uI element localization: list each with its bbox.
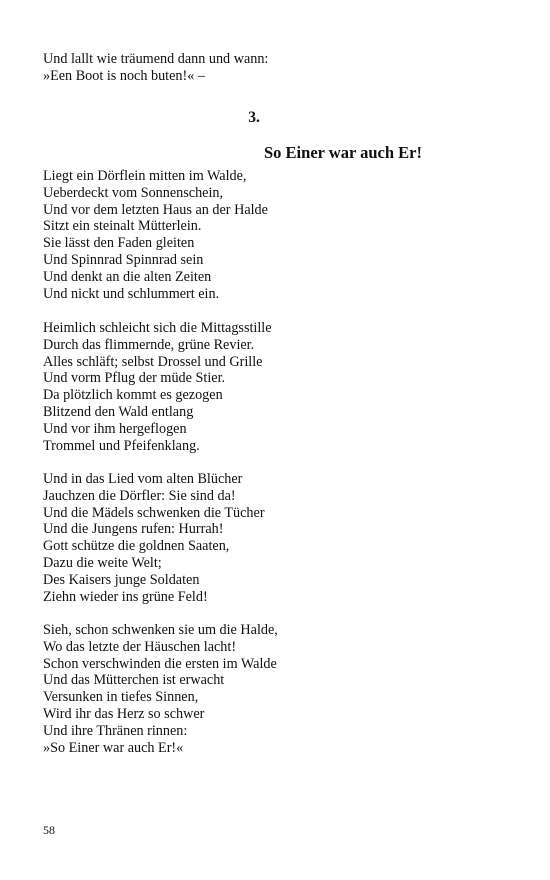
verse-line: Und vor dem letzten Haus an der Halde <box>43 201 268 218</box>
verse-line: »Een Boot is noch buten!« – <box>43 67 205 84</box>
verse-line: Und lallt wie träumend dann und wann: <box>43 51 269 67</box>
verse-line: Und Spinnrad Spinnrad sein <box>43 251 204 268</box>
verse-line: Und die Mädels schwenken die Tücher <box>43 504 265 521</box>
verse-line: Und die Jungens rufen: Hurrah! <box>43 521 224 538</box>
verse-line: Ueberdeckt vom Sonnenschein, <box>43 184 224 201</box>
page-number: 58 <box>43 823 55 837</box>
stanza-3 <box>43 471 513 605</box>
verse-line: Jauchzen die Dörfler: Sie sind da! <box>43 487 236 504</box>
verse-line: Alles schläft; selbst Drossel und Grille <box>43 353 263 370</box>
poem-title: So Einer war auch Er! <box>264 143 422 162</box>
verse-line: Heimlich schleicht sich die Mittagsstille <box>43 320 272 336</box>
verse-line: Und vorm Pflug der müde Stier. <box>43 370 226 387</box>
verse-line: Und denkt an die alten Zeiten <box>43 268 212 285</box>
stanza-1 <box>43 168 513 302</box>
verse-line: Durch das flimmernde, grüne Revier. <box>43 336 255 353</box>
verse-line: Gott schütze die goldnen Saaten, <box>43 538 230 555</box>
verse-line: Wo das letzte der Häuschen lacht! <box>43 638 237 655</box>
section-number: 3. <box>248 109 260 126</box>
verse-line: Sie lässt den Faden gleiten <box>43 235 195 252</box>
verse-line: Sitzt ein steinalt Mütterlein. <box>43 218 202 235</box>
verse-line: Und in das Lied vom alten Blücher <box>43 471 243 487</box>
intro-lines <box>43 51 513 85</box>
verse-line: Sieh, schon schwenken sie um die Halde, <box>43 622 278 638</box>
verse-line: Und das Mütterchen ist erwacht <box>43 672 225 689</box>
verse-line: Liegt ein Dörflein mitten im Walde, <box>43 168 247 184</box>
verse-line: Des Kaisers junge Soldaten <box>43 571 200 588</box>
verse-line: »So Einer war auch Er!« <box>43 739 184 756</box>
verse-line: Blitzend den Wald entlang <box>43 403 194 420</box>
verse-line: Und ihre Thränen rinnen: <box>43 722 188 739</box>
stanza-4 <box>43 622 513 756</box>
verse-line: Trommel und Pfeifenklang. <box>43 437 200 454</box>
verse-line: Und nickt und schlummert ein. <box>43 285 220 302</box>
verse-line: Dazu die weite Welt; <box>43 554 162 571</box>
verse-line: Versunken in tiefes Sinnen, <box>43 689 199 706</box>
verse-line: Da plötzlich kommt es gezogen <box>43 387 223 404</box>
verse-line: Und vor ihm hergeflogen <box>43 420 187 437</box>
stanza-2 <box>43 320 513 454</box>
verse-line: Schon verschwinden die ersten im Walde <box>43 655 277 672</box>
verse-line: Wird ihr das Herz so schwer <box>43 705 205 722</box>
verse-line: Ziehn wieder ins grüne Feld! <box>43 588 208 605</box>
